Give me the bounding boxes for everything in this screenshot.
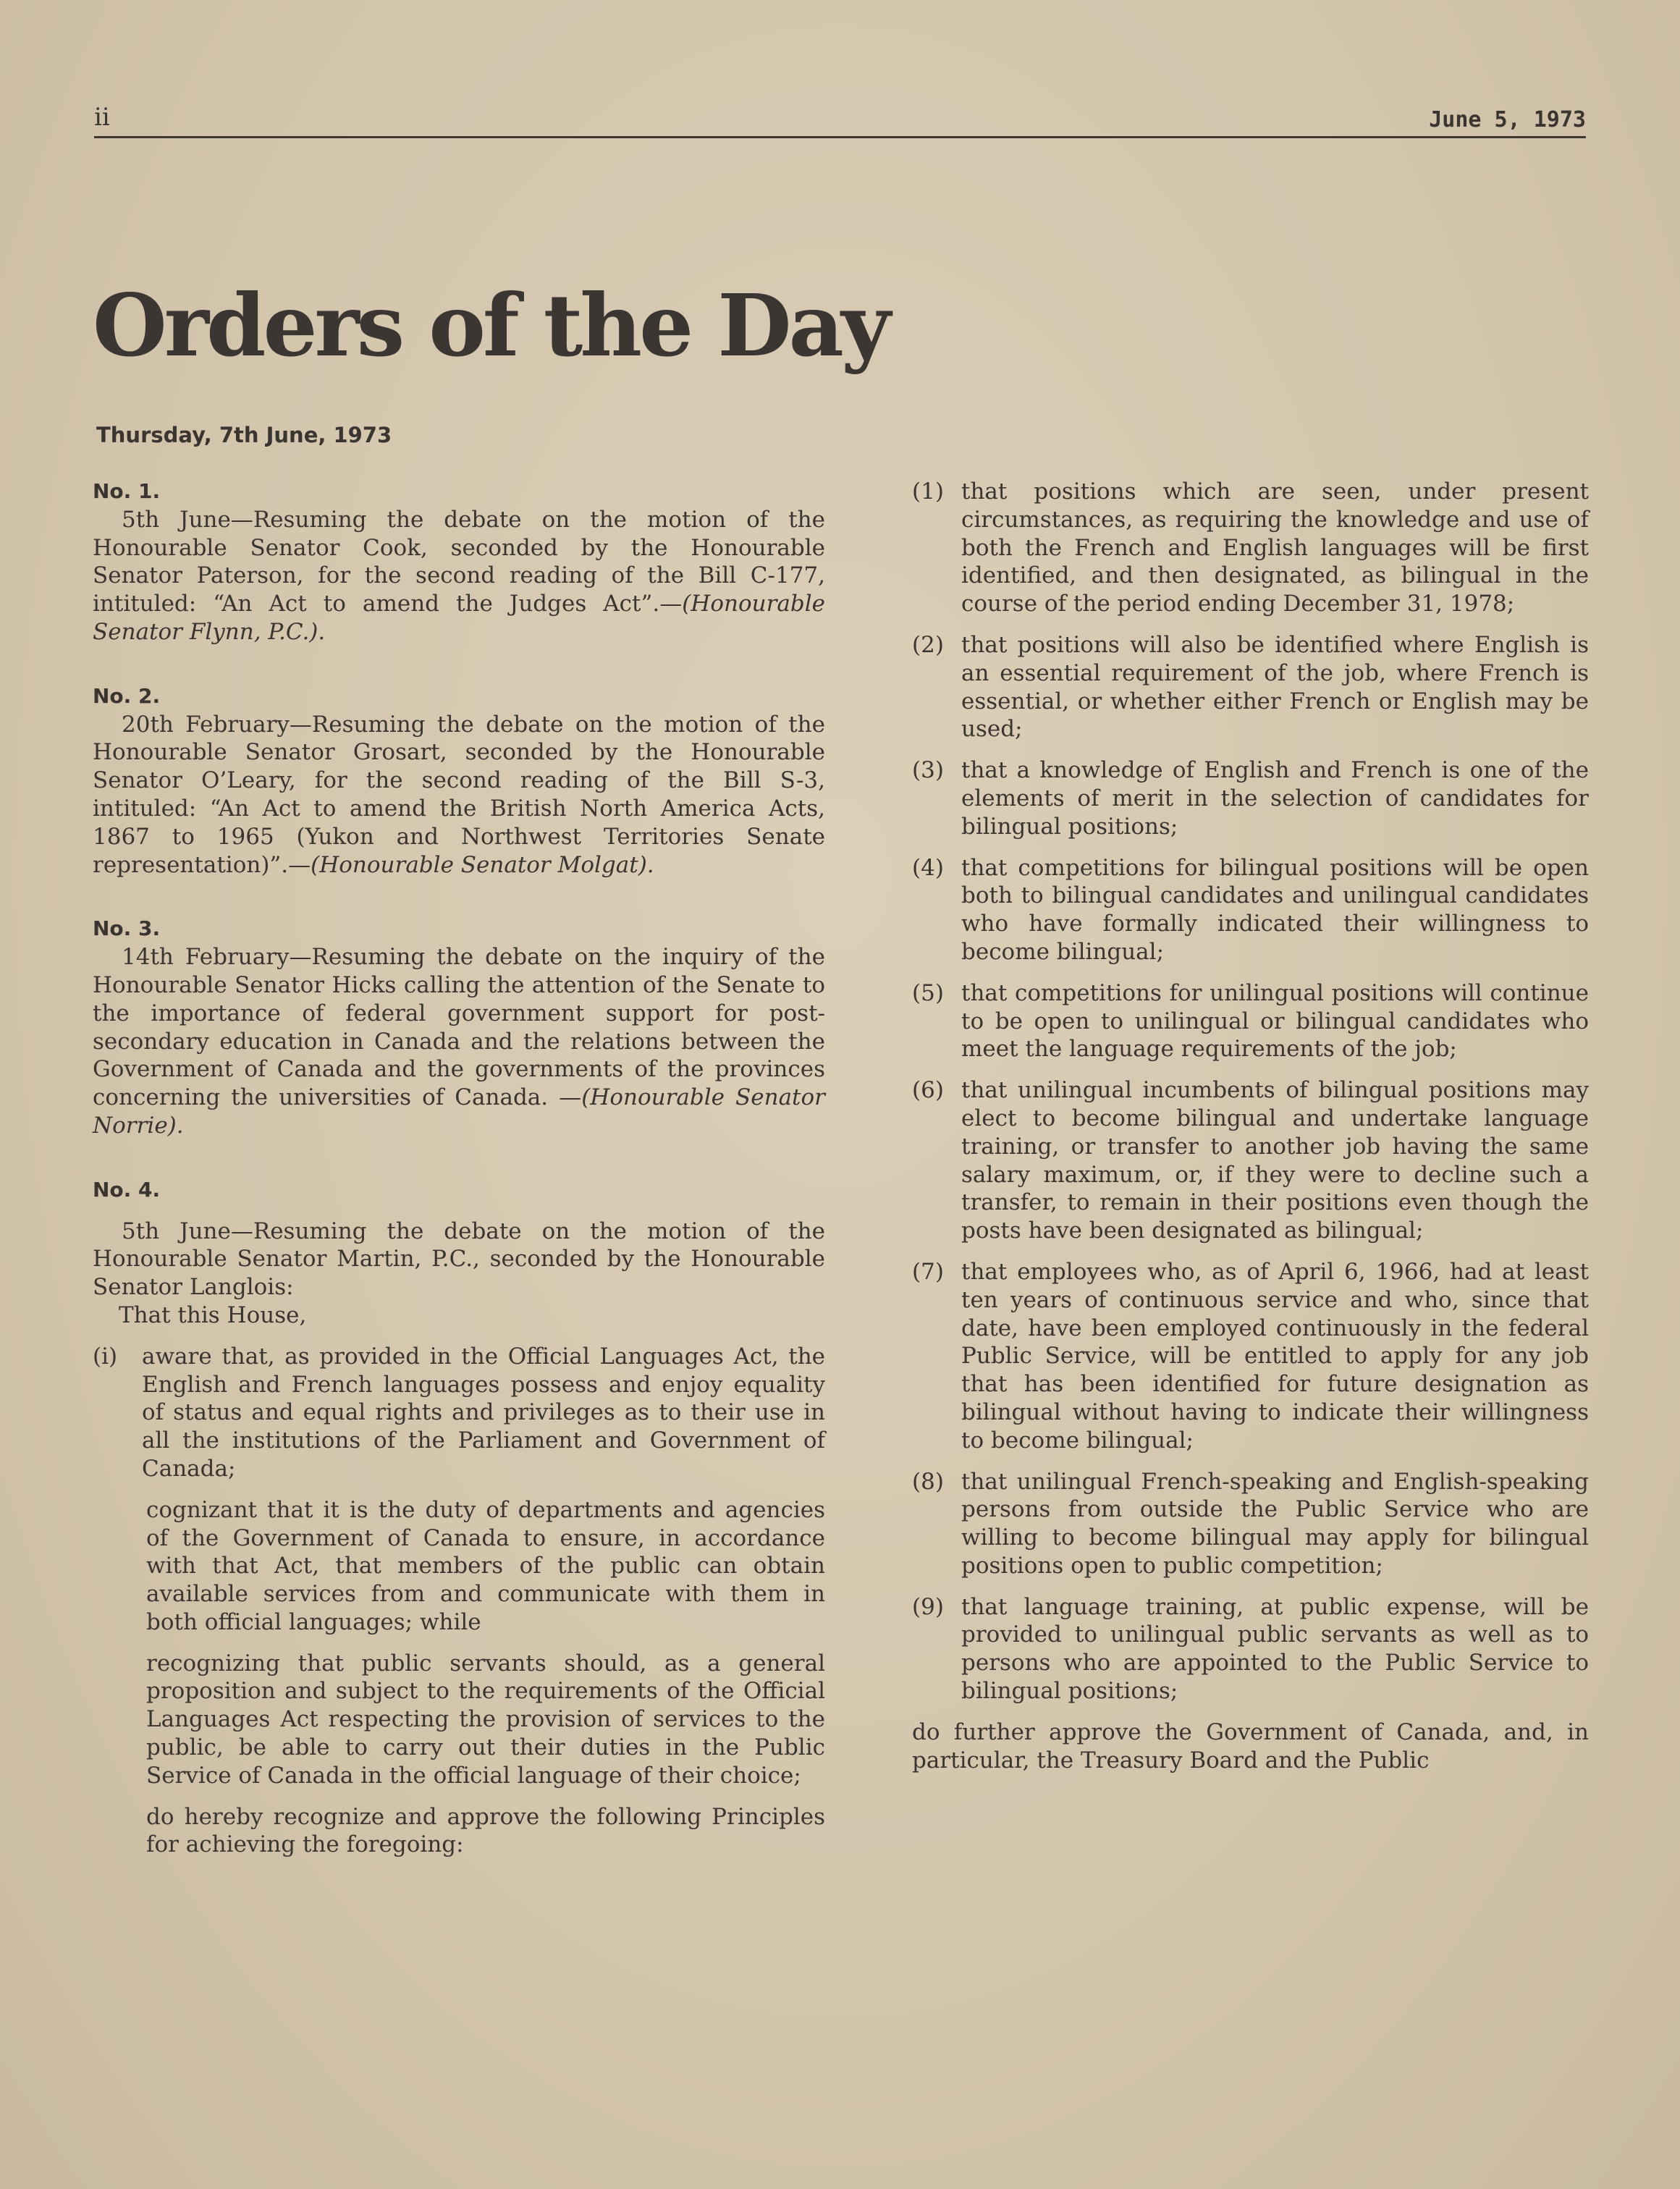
item-sponsor: (Honourable Senator Norrie). — [93, 1084, 826, 1139]
header-date: June 5, 1973 — [1429, 107, 1586, 132]
item-number: No. 2. — [93, 683, 161, 708]
item-number: No. 4. — [93, 1177, 161, 1202]
principle-text: that unilingual French-speaking and English-speaking persons from outside the Public Service who are willing to become bilingual may apply for bilingual positions open to public competition; — [961, 1468, 1589, 1579]
left-column — [93, 478, 825, 1859]
principle-item — [912, 979, 1589, 1063]
principle-number: (1) — [912, 478, 944, 505]
item-number: No. 3. — [93, 916, 161, 941]
principle-item — [912, 1593, 1589, 1705]
principle-number: (7) — [912, 1258, 944, 1285]
motion-cognizant: cognizant that it is the duty of departments and agencies of the Government of Canada to ensure, in accordance with that Act, that members of the public can obtain available services from and communicate with them in both official languages; while — [146, 1496, 825, 1635]
page-title: Orders of the Day — [93, 275, 888, 376]
item-sponsor: (Honourable Senator Flynn, P.C.). — [93, 591, 825, 645]
item-text: 14th February—Resuming the debate on the inquiry of the Honourable Senator Hicks calling the attention of the Senate to the importance of federal government support for post-secondary education in Canada and the relations between the Government of Canada and the governments of the provinces concerning the universities of Canada. —(Honourable Senator Norrie). — [93, 944, 826, 1139]
item-text: 5th June—Resuming the debate on the motion of the Honourable Senator Martin, P.C., seconded by the Honourable Senator Langlois: — [93, 1218, 825, 1301]
page-number: ii — [94, 103, 110, 132]
principle-item — [912, 631, 1589, 743]
principles-list — [912, 478, 1589, 1705]
date-line: Thursday, 7th June, 1973 — [96, 423, 392, 447]
principle-number: (8) — [912, 1468, 944, 1495]
motion-intro: That this House, — [119, 1302, 307, 1328]
principle-text: that a knowledge of English and French is one of the elements of merit in the selection of candidates for bilingual positions; — [961, 757, 1589, 840]
principle-number: (2) — [912, 631, 944, 658]
order-item-1 — [93, 478, 825, 646]
principle-item — [912, 1258, 1589, 1455]
order-item-2 — [93, 683, 825, 880]
principle-item — [912, 756, 1589, 840]
principle-item — [912, 854, 1589, 966]
principle-item — [912, 1076, 1589, 1245]
principle-number: (4) — [912, 854, 944, 881]
closing-text: do further approve the Government of Canada, and, in particular, the Treasury Board and the Public — [912, 1718, 1589, 1773]
clause-text: aware that, as provided in the Official Languages Act, the English and French languages possess and enjoy equality of status and equal rights and privileges as to their use in all the institutions of the Parliament and Government of Canada; — [142, 1343, 825, 1482]
page-header — [94, 103, 1586, 138]
principle-item — [912, 1468, 1589, 1580]
motion-approve: do hereby recognize and approve the following Principles for achieving the foregoing: — [146, 1803, 825, 1858]
motion-recognizing: recognizing that public servants should, as a general proposition and subject to the requirements of the Official Languages Act respecting the provision of services to the public, be able to carry out their duties in the Public Service of Canada in the official language of their choice; — [146, 1650, 825, 1789]
item-text: 5th June—Resuming the debate on the motion of the Honourable Senator Cook, seconded by the Honourable Senator Paterson, for the second reading of the Bill C-177, intituled: “An Act to amend the Judges Act”.—(Honourable Senator Flynn, P.C.). — [93, 506, 825, 645]
clause-number: (i) — [93, 1343, 118, 1370]
item-text: 20th February—Resuming the debate on the motion of the Honourable Senator Grosart, seconded by the Honourable Senator O’Leary, for the second reading of the Bill S-3, intituled: “An Act to amend the British North America Acts, 1867 to 1965 (Yukon and Northwest Territories Senate representation)”.—(Honourable Senator Molgat). — [93, 711, 825, 878]
item-number: No. 1. — [93, 479, 161, 503]
principle-item — [912, 478, 1589, 618]
principle-number: (5) — [912, 979, 944, 1006]
principle-text: that language training, at public expense, will be provided to unilingual public servants as well as to persons who are appointed to the Public Service to bilingual positions; — [961, 1593, 1589, 1705]
item-sponsor: (Honourable Senator Molgat). — [311, 851, 654, 878]
principle-text: that positions will also be identified where English is an essential requirement of the job, where French is essential, or whether either French or English may be used; — [961, 631, 1589, 743]
principle-text: that competitions for bilingual positions will be open both to bilingual candidates and unilingual candidates who have formally indicated their willingness to become bilingual; — [961, 854, 1589, 965]
principle-number: (9) — [912, 1593, 944, 1620]
principle-text: that positions which are seen, under present circumstances, as requiring the knowledge and use of both the French and English languages will be first identified, and then designated, as bilingual in the course of the period ending December 31, 1978; — [961, 478, 1589, 617]
order-item-3 — [93, 915, 825, 1139]
principle-number: (3) — [912, 757, 944, 784]
order-item-4 — [93, 1176, 825, 1860]
principle-text: that employees who, as of April 6, 1966, had at least ten years of continuous service and who, since that date, have been employed continuously in the federal Public Service, will be entitled to apply for any job that has been identified for future designation as bilingual without having to indicate their willingness to become bilingual; — [961, 1258, 1589, 1454]
motion-clause-i — [93, 1343, 825, 1483]
right-column — [912, 478, 1589, 1774]
principle-text: that unilingual incumbents of bilingual positions may elect to become bilingual and undertake language training, or transfer to another job having the same salary maximum, or, if they were to decline such a transfer, to remain in their positions even though the posts have been designated as bilingual; — [961, 1077, 1589, 1244]
principle-number: (6) — [912, 1077, 944, 1104]
principle-text: that competitions for unilingual positions will continue to be open to unilingual or bilingual candidates who meet the language requirements of the job; — [961, 979, 1589, 1063]
